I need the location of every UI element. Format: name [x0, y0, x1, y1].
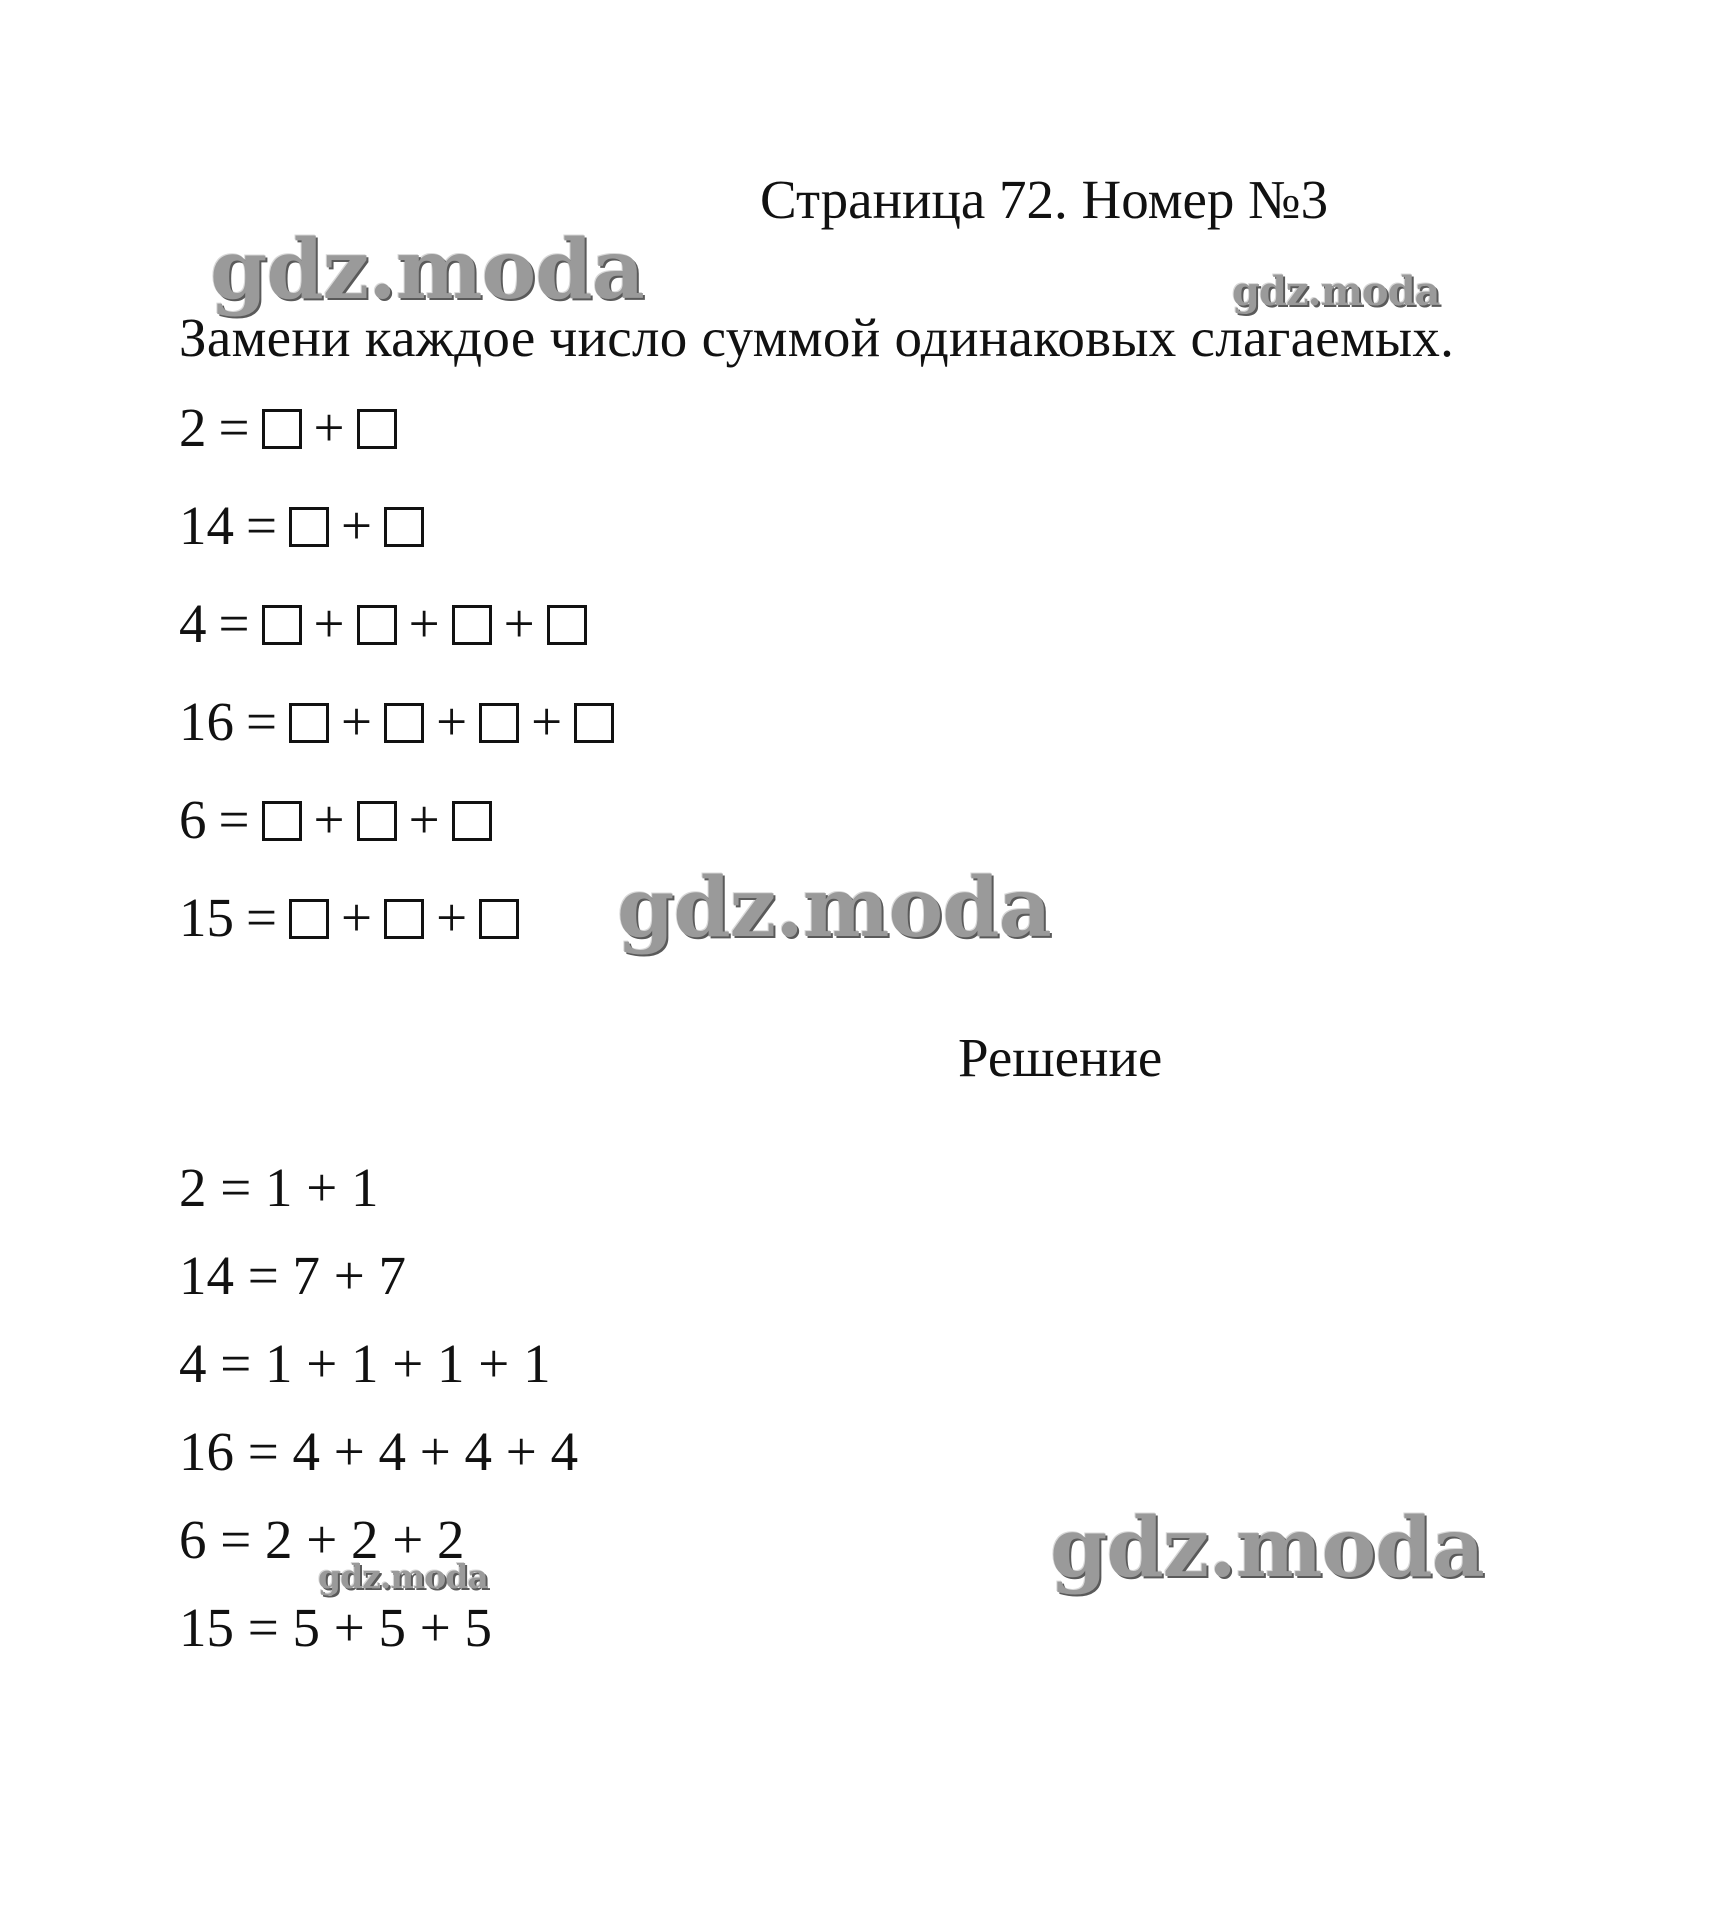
equation-number: 16: [179, 691, 234, 752]
empty-answer-box: [479, 899, 519, 939]
empty-answer-box: [479, 703, 519, 743]
solution-heading: Решение: [958, 1027, 1163, 1088]
equation-number: 2: [179, 397, 207, 458]
empty-answer-box: [384, 899, 424, 939]
plus-sign: +: [313, 789, 345, 850]
plus-sign: +: [341, 887, 373, 948]
plus-sign: +: [531, 691, 563, 752]
empty-answer-box: [262, 409, 302, 449]
plus-sign: +: [408, 789, 440, 850]
equals-sign: =: [218, 397, 250, 458]
equation-number: 14: [179, 495, 234, 556]
solution-line: 6 = 2 + 2 + 2: [179, 1509, 465, 1570]
equals-sign: =: [218, 593, 250, 654]
empty-answer-box: [289, 703, 329, 743]
empty-answer-box: [384, 703, 424, 743]
task-instruction: Замени каждое число суммой одинаковых слагаемых.: [179, 307, 1455, 368]
equation-number: 15: [179, 887, 234, 948]
plus-sign: +: [341, 691, 373, 752]
plus-sign: +: [436, 691, 468, 752]
page-title: Страница 72. Номер №3: [760, 169, 1329, 230]
plus-sign: +: [436, 887, 468, 948]
plus-sign: +: [313, 593, 345, 654]
empty-answer-box: [289, 507, 329, 547]
equation-row: [179, 495, 424, 556]
empty-answer-box: [262, 605, 302, 645]
equation-row: [179, 593, 587, 654]
equation-row: [179, 887, 519, 948]
watermark: gdz.moda: [318, 1557, 488, 1596]
plus-sign: +: [503, 593, 535, 654]
equation-row: [179, 789, 492, 850]
empty-answer-box: [547, 605, 587, 645]
watermark: gdz.moda: [1232, 268, 1440, 315]
empty-answer-box: [262, 801, 302, 841]
empty-answer-box: [452, 801, 492, 841]
empty-answer-box: [357, 801, 397, 841]
empty-answer-box: [289, 899, 329, 939]
plus-sign: +: [408, 593, 440, 654]
equation-row: [179, 397, 397, 458]
equation-row: [179, 691, 614, 752]
watermark: gdz.moda: [1050, 1500, 1484, 1596]
plus-sign: +: [341, 495, 373, 556]
empty-answer-box: [357, 605, 397, 645]
solution-line: 16 = 4 + 4 + 4 + 4: [179, 1421, 579, 1482]
watermark: gdz.moda: [210, 222, 644, 318]
empty-answer-box: [452, 605, 492, 645]
empty-answer-box: [574, 703, 614, 743]
solution-line: 15 = 5 + 5 + 5: [179, 1597, 493, 1658]
empty-answer-box: [357, 409, 397, 449]
equation-number: 4: [179, 593, 207, 654]
equation-number: 6: [179, 789, 207, 850]
watermark: gdz.moda: [617, 860, 1051, 956]
plus-sign: +: [313, 397, 345, 458]
solution-line: 2 = 1 + 1: [179, 1157, 379, 1218]
equals-sign: =: [246, 887, 278, 948]
equals-sign: =: [218, 789, 250, 850]
empty-answer-box: [384, 507, 424, 547]
equals-sign: =: [246, 495, 278, 556]
solution-line: 4 = 1 + 1 + 1 + 1: [179, 1333, 551, 1394]
solution-line: 14 = 7 + 7: [179, 1245, 407, 1306]
equals-sign: =: [246, 691, 278, 752]
